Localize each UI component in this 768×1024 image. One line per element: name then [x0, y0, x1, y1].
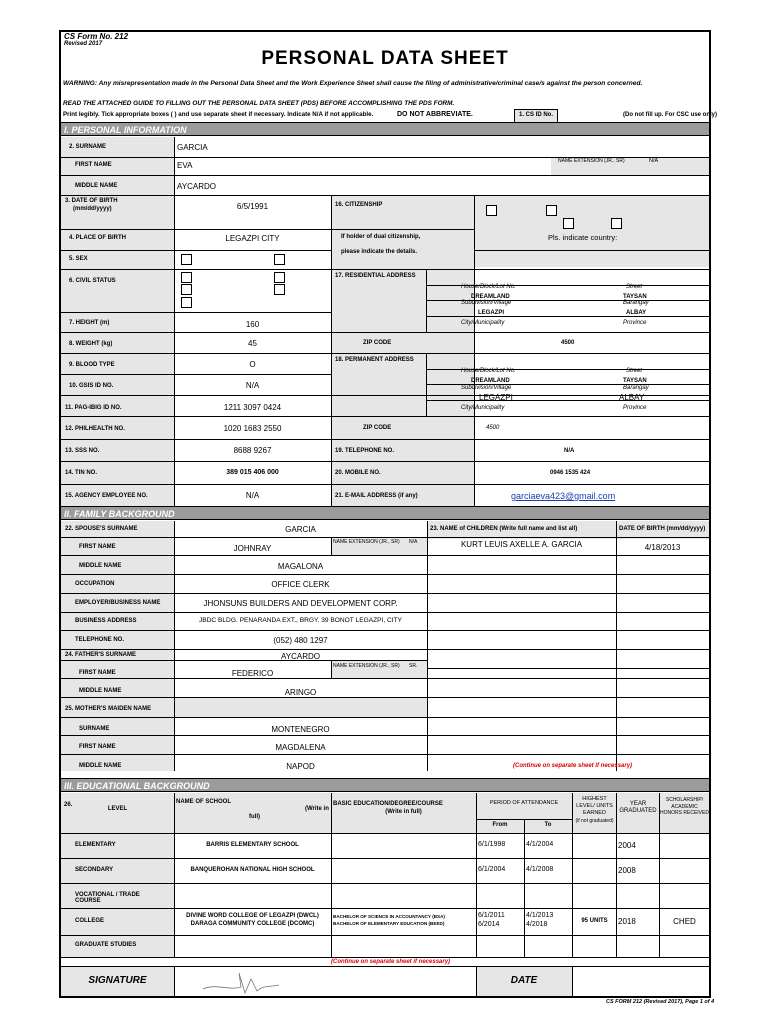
perm-street-label: Street [626, 368, 643, 374]
dual-naturalization-checkbox[interactable] [611, 218, 622, 229]
honors-received[interactable]: CHED [673, 916, 696, 926]
business-address-value[interactable]: JBDC BLDG. PENARANDA EXT., BRGY. 39 BONOT LEGAZPI, CITY [198, 617, 403, 624]
firstname-label: FIRST NAME [75, 162, 112, 168]
civil-status-label: 6. CIVIL STATUS [69, 278, 116, 284]
citizenship-area [474, 195, 709, 267]
attendance-to[interactable]: 4/1/2004 [526, 840, 554, 848]
page-title: PERSONAL DATA SHEET [261, 48, 509, 69]
occupation-value[interactable]: OFFICE CLERK [271, 580, 330, 589]
education-level-label: ELEMENTARY [75, 841, 116, 848]
pds-page [59, 30, 717, 1005]
to-header: To [544, 822, 552, 828]
name-ext-value[interactable]: N/A [649, 158, 659, 164]
section-personal-information: I. PERSONAL INFORMATION [61, 122, 709, 136]
mother-middlename-value[interactable]: NAPOD [286, 762, 315, 771]
res-street-label: Street [626, 284, 643, 290]
res-barangay-value[interactable]: TAYSAN [623, 294, 647, 300]
highest-level-header: HIGHEST LEVEL/ UNITS EARNED [576, 796, 613, 816]
education-number: 26. [64, 802, 73, 808]
weight-label: 8. WEIGHT (kg) [69, 341, 113, 347]
civil-widowed-checkbox[interactable] [181, 284, 192, 295]
guide-text: READ THE ATTACHED GUIDE TO FILLING OUT THE PERSONAL DATA SHEET (PDS) BEFORE ACCOMPLISHING THE PDS FORM. [63, 100, 455, 107]
mother-firstname-value[interactable]: MAGDALENA [275, 743, 326, 752]
civil-other-checkbox[interactable] [181, 297, 192, 308]
agency-label: 15. AGENCY EMPLOYEE NO. [65, 493, 148, 499]
cs-id-label: 1. CS ID No. [519, 112, 554, 118]
honors-header: SCHOLARSHIP/ ACADEMIC HONORS RECEIVED [660, 797, 709, 816]
level-header: LEVEL [107, 806, 128, 812]
citizenship-dual-checkbox[interactable] [546, 205, 557, 216]
telephone-label: 19. TELEPHONE NO. [335, 448, 395, 454]
spouse-firstname-label: FIRST NAME [79, 544, 116, 550]
father-firstname-value[interactable]: FEDERICO [231, 669, 274, 678]
blood-type-value[interactable]: O [249, 360, 256, 369]
from-header: From [492, 822, 508, 828]
gsis-value[interactable]: N/A [245, 381, 260, 390]
res-barangay-label: Barangay [623, 300, 649, 306]
child-name-value[interactable]: KURT LEUIS AXELLE A. GARCIA [460, 540, 583, 549]
mother-middlename-label: MIDDLE NAME [79, 763, 122, 769]
children-label: 23. NAME of CHILDREN (Write full name and list all) [430, 526, 578, 532]
residential-address-label: 17. RESIDENTIAL ADDRESS [335, 273, 416, 279]
height-value[interactable]: 160 [245, 320, 260, 329]
no-abbreviate-text: DO NOT ABBREVIATE. [397, 111, 473, 118]
family-continue-note: (Continue on separate sheet if necessary) [513, 763, 633, 769]
res-province-label: Province [623, 320, 647, 326]
mother-maiden-label: 25. MOTHER'S MAIDEN NAME [65, 706, 152, 712]
course-name-secondary[interactable]: BACHELOR OF ELEMENTARY EDUCATION (BEED) [333, 921, 445, 926]
dob-format-label: (mm/dd/yyyy) [73, 206, 112, 212]
sss-value[interactable]: 8688 9267 [233, 446, 272, 455]
middlename-value[interactable]: AYCARDO [177, 182, 216, 191]
school-name[interactable]: DIVINE WORD COLLEGE OF LEGAZPI (DWCL) [186, 913, 319, 919]
civil-married-checkbox[interactable] [274, 272, 285, 283]
perm-house-label: House/Block/Lot No. [461, 368, 516, 374]
mother-surname-label: SURNAME [79, 726, 110, 732]
sex-male-checkbox[interactable] [181, 254, 192, 265]
father-ext-value[interactable]: SR. [409, 663, 418, 669]
email-label: 21. E-MAIL ADDRESS (if any) [335, 493, 418, 499]
attendance-to[interactable]: 4/1/2008 [526, 865, 554, 873]
dual-citizenship-label-2: please indicate the details. [341, 249, 418, 255]
father-firstname-label: FIRST NAME [79, 670, 116, 676]
year-graduated[interactable]: 2018 [618, 916, 636, 926]
form-revision: Revised 2017 [64, 41, 103, 47]
units-earned[interactable]: 95 UNITS [581, 917, 608, 924]
mother-maiden-cell [174, 697, 427, 717]
school-header: NAME OF SCHOOL [176, 799, 231, 805]
surname-label: 2. SURNAME [69, 144, 107, 150]
perm-province-label: Province [623, 405, 647, 411]
blood-type-label: 9. BLOOD TYPE [69, 362, 115, 368]
mother-surname-value[interactable]: MONTENEGRO [271, 725, 330, 734]
warning-text: WARNING: Any misrepresentation made in the Personal Data Sheet and the Work Experience Sheet shall cause the filing of administrative/criminal case/s against the person concerned. [63, 80, 643, 87]
attendance-to-secondary[interactable]: 4/2018 [526, 921, 548, 928]
pagibig-value[interactable]: 1211 3097 0424 [223, 403, 282, 412]
spouse-surname-label: 22. SPOUSE'S SURNAME [65, 526, 138, 532]
perm-province-value[interactable]: ALBAY [619, 393, 645, 402]
middlename-label: MIDDLE NAME [75, 183, 118, 189]
year-graduated[interactable]: 2004 [618, 840, 636, 850]
father-middlename-label: MIDDLE NAME [79, 688, 122, 694]
child-dob-label: DATE OF BIRTH (mm/dd/yyyy) [619, 526, 706, 532]
perm-city-value[interactable]: LEGAZPI [479, 393, 513, 402]
perm-barangay-value[interactable]: TAYSAN [623, 378, 647, 384]
attendance-from[interactable]: 6/1/1998 [478, 840, 506, 848]
tin-label: 14. TIN NO. [65, 470, 98, 476]
spouse-middlename-label: MIDDLE NAME [79, 563, 122, 569]
dob-value[interactable]: 6/5/1991 [236, 202, 269, 211]
perm-subdivision-label: Subdivision/Village [461, 385, 512, 391]
country-label: Pls. indicate country: [548, 233, 618, 242]
surname-value[interactable]: GARCIA [177, 143, 208, 152]
date-label: DATE [510, 975, 538, 986]
father-middlename-value[interactable]: ARINGO [284, 688, 317, 697]
father-surname-value[interactable]: AYCARDO [281, 652, 320, 661]
spouse-phone-label: TELEPHONE NO. [75, 637, 125, 643]
year-graduated[interactable]: 2008 [618, 865, 636, 875]
education-level-label: SECONDARY [75, 866, 114, 873]
business-address-label: BUSINESS ADDRESS [75, 618, 137, 624]
res-house-label: House/Block/Lot No. [461, 284, 516, 290]
citizenship-label: 16. CITIZENSHIP [335, 202, 383, 208]
agency-value[interactable]: N/A [245, 491, 260, 500]
weight-value[interactable]: 45 [248, 339, 257, 348]
philhealth-value[interactable]: 1020 1683 2550 [223, 424, 282, 433]
philhealth-label: 12. PHILHEALTH NO. [65, 426, 125, 432]
attendance-to[interactable]: 4/1/2013 [526, 912, 554, 919]
res-zip-label: ZIP CODE [363, 340, 392, 346]
email-value[interactable]: garciaeva423@gmail.com [511, 491, 616, 501]
period-header: PERIOD OF ATTENDANCE [489, 800, 559, 806]
course-header: BASIC EDUCATION/DEGREE/COURSE [333, 801, 443, 807]
dob-label: 3. DATE OF BIRTH [65, 198, 118, 204]
education-level-label: VOCATIONAL / TRADE COURSE [75, 891, 140, 904]
instructions-text: Print legibly. Tick appropriate boxes ( ) and use separate sheet if necessary. Indicate N/A if not applicable. [63, 111, 374, 118]
mobile-value[interactable]: 0946 1535 424 [550, 470, 591, 476]
res-city-label: City/Municipality [461, 320, 505, 326]
father-surname-label: 24. FATHER'S SURNAME [65, 652, 136, 658]
sex-label: 5. SEX [69, 256, 88, 262]
education-level-label: GRADUATE STUDIES [75, 942, 137, 948]
csc-only-note: (Do not fill up. For CSC use only) [623, 112, 717, 118]
school-name[interactable]: BARRIS ELEMENTARY SCHOOL [206, 841, 299, 848]
pob-label: 4. PLACE OF BIRTH [69, 235, 127, 241]
course-write-full: (Write in full) [385, 809, 422, 815]
section-family-background: II. FAMILY BACKGROUND [61, 506, 709, 520]
sex-female-checkbox[interactable] [274, 254, 285, 265]
school-full: full) [249, 814, 260, 820]
signature-scribble-icon[interactable] [201, 969, 281, 995]
res-zip-value[interactable]: 4500 [561, 340, 575, 346]
pagibig-label: 11. PAG-IBIG ID NO. [65, 405, 122, 411]
dual-birth-checkbox[interactable] [563, 218, 574, 229]
firstname-value[interactable]: EVA [177, 161, 193, 170]
spouse-ext-value[interactable]: N/A [409, 539, 418, 545]
civil-single-checkbox[interactable] [181, 272, 192, 283]
spouse-middlename-value[interactable]: MAGALONA [277, 562, 324, 571]
citizenship-filipino-checkbox[interactable] [486, 205, 497, 216]
perm-subdivision-value[interactable]: DREAMLAND [471, 378, 510, 384]
res-subdivision-label: Subdivision/Village [461, 300, 512, 306]
perm-zip-label: ZIP CODE [363, 425, 392, 431]
dual-citizenship-label: If holder of dual citizenship, [341, 234, 421, 240]
spouse-phone-value[interactable]: (052) 480 1297 [273, 636, 328, 645]
permanent-address-label: 18. PERMANENT ADDRESS [335, 357, 414, 363]
child-dob-value[interactable]: 4/18/2013 [644, 543, 681, 552]
attendance-from[interactable]: 6/1/2011 [478, 912, 505, 919]
occupation-label: OCCUPATION [75, 581, 115, 587]
perm-city-label: City/Municipality [461, 405, 505, 411]
mobile-label: 20. MOBILE NO. [335, 470, 381, 476]
res-province-value[interactable]: ALBAY [626, 310, 647, 316]
school-write-full: (Write in [305, 806, 329, 812]
highest-level-subheader: (if not graduated) [575, 818, 614, 824]
course-name[interactable]: BACHELOR OF SCIENCE IN ACCOUNTANCY (BSA) [333, 914, 445, 919]
signature-label: SIGNATURE [88, 975, 147, 986]
school-name-secondary[interactable]: DARAGA COMMUNITY COLLEGE (DCOMC) [190, 921, 315, 927]
form-number: CS Form No. 212 [64, 32, 129, 41]
employer-value[interactable]: JHONSUNS BUILDERS AND DEVELOPMENT CORP. [203, 599, 398, 608]
family-label-column [61, 521, 174, 771]
gsis-label: 10. GSIS ID NO. [69, 383, 114, 389]
telephone-value[interactable]: N/A [564, 448, 575, 454]
father-ext-label: NAME EXTENSION (JR., SR) [333, 663, 400, 669]
civil-separated-checkbox[interactable] [274, 284, 285, 295]
name-ext-label: NAME EXTENSION (JR., SR) [558, 158, 625, 164]
employer-label: EMPLOYER/BUSINESS NAME [75, 600, 161, 606]
perm-barangay-label: Barangay [623, 385, 649, 391]
sss-label: 13. SSS NO. [65, 448, 100, 454]
perm-zip-value[interactable]: 4500 [486, 425, 500, 431]
height-label: 7. HEIGHT (m) [69, 320, 110, 326]
spouse-surname-value[interactable]: GARCIA [285, 525, 316, 534]
res-subdivision-value[interactable]: DREAMLAND [471, 294, 510, 300]
spouse-firstname-value[interactable]: JOHNRAY [233, 544, 272, 553]
res-city-value[interactable]: LEGAZPI [478, 310, 505, 316]
tin-value[interactable]: 389 015 406 000 [226, 469, 279, 476]
school-name[interactable]: BANQUEROHAN NATIONAL HIGH SCHOOL [190, 866, 315, 873]
spouse-ext-label: NAME EXTENSION (JR., SR) [333, 539, 400, 545]
year-graduated-header: YEAR GRADUATED [619, 801, 657, 814]
education-level-label: COLLEGE [75, 917, 105, 924]
education-continue-note: (Continue on separate sheet if necessary) [331, 959, 451, 965]
attendance-from[interactable]: 6/1/2004 [478, 865, 506, 873]
section-educational-background: III. EDUCATIONAL BACKGROUND [61, 778, 709, 792]
page-footer-note: CS FORM 212 (Revised 2017), Page 1 of 4 [606, 999, 715, 1005]
mother-firstname-label: FIRST NAME [79, 744, 116, 750]
attendance-from-secondary[interactable]: 6/2014 [478, 921, 500, 928]
pob-value[interactable]: LEGAZPI CITY [225, 234, 280, 243]
